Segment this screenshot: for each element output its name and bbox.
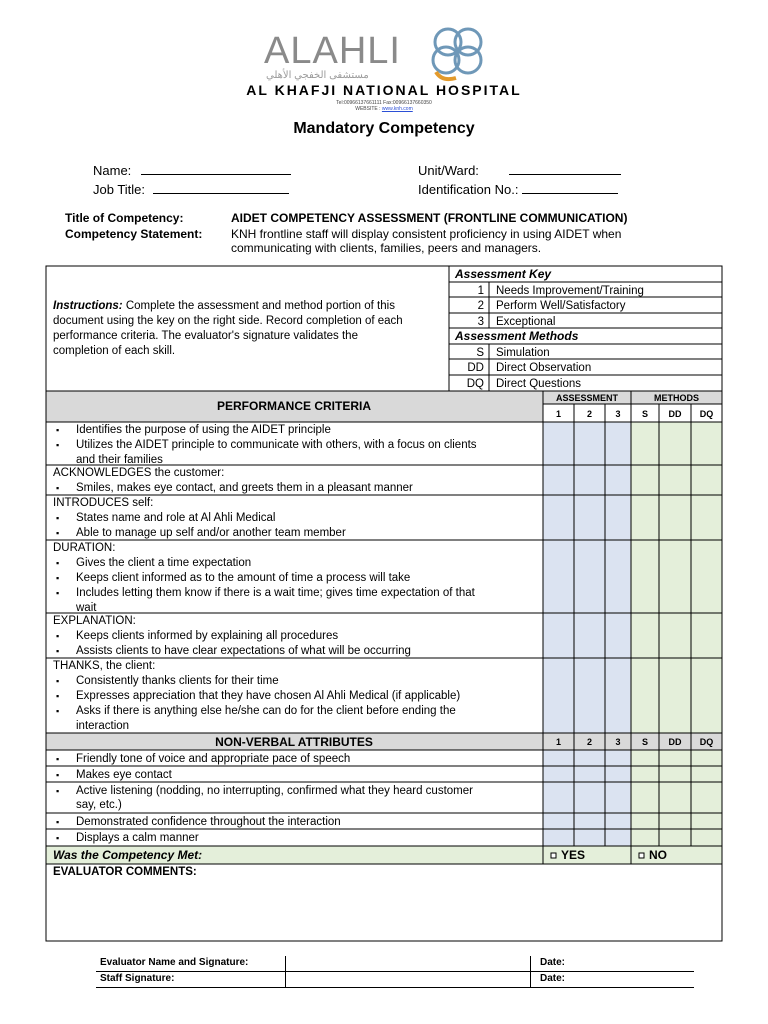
bullet-icon: ▪ [56, 631, 60, 641]
column-number-label: DD [668, 737, 682, 747]
score-cell [691, 422, 722, 465]
score-cell [691, 766, 722, 782]
method-key-label: Direct Observation [496, 362, 592, 374]
bullet-icon: ▪ [56, 483, 60, 493]
criterion-text: Able to manage up self and/or another team member [76, 527, 346, 539]
bullet-icon: ▪ [56, 786, 60, 796]
score-cell [605, 829, 631, 846]
competency-statement-line-2: communicating with clients, families, peers and managers. [231, 241, 542, 255]
score-cell [543, 495, 574, 540]
criterion-text: Consistently thanks clients for their time [76, 675, 279, 687]
column-number-label: 2 [586, 409, 593, 419]
score-cell [574, 495, 605, 540]
instructions-line: performance criteria. The evaluator's signature validates the [53, 330, 358, 342]
bullet-icon: ▪ [56, 588, 60, 598]
score-cell [605, 766, 631, 782]
job-title-label: Job Title: [93, 182, 146, 197]
methods-header-label: METHODS [654, 393, 699, 403]
score-cell [605, 813, 631, 829]
score-cell [691, 465, 722, 495]
criterion-text: States name and role at Al Ahli Medical [76, 512, 276, 524]
instructions [53, 299, 441, 359]
bullet-icon: ▪ [56, 513, 60, 523]
criterion-text: and their families [76, 454, 163, 466]
score-cell [605, 613, 631, 658]
website-link[interactable]: www.knh.com [381, 106, 413, 112]
assessment-key-label: Perform Well/Satisfactory [496, 300, 626, 312]
column-number-label: 1 [555, 409, 562, 419]
signature-line-bottom [96, 987, 694, 988]
score-cell [543, 813, 574, 829]
instructions-line: Complete the assessment and method portion of this [122, 300, 395, 312]
column-number-label: 3 [615, 737, 621, 747]
page-title: Mandatory Competency [293, 120, 475, 137]
section-heading: DURATION: [53, 542, 116, 554]
score-cell [631, 465, 659, 495]
score-cell [691, 658, 722, 733]
competency-title-value: AIDET COMPETENCY ASSESSMENT (FRONTLINE COMMUNICATION) [231, 211, 628, 225]
score-cell [574, 422, 605, 465]
assessment-key-code: 3 [477, 316, 484, 328]
attribute-text: Active listening (nodding, no interrupting, confirmed what they heard customer [76, 785, 473, 797]
assessment-key-title: Assessment Key [455, 267, 552, 281]
score-cell [631, 750, 659, 766]
criterion-text: Gives the client a time expectation [76, 557, 252, 569]
score-cell [631, 766, 659, 782]
bullet-icon: ▪ [56, 646, 60, 656]
criterion-text: Identifies the purpose of using the AIDET principle [76, 424, 331, 436]
evaluator-date-label: Date: [540, 957, 566, 968]
score-cell [574, 829, 605, 846]
bullet-icon: ▪ [56, 817, 60, 827]
column-number-label: S [641, 409, 649, 419]
bullet-icon: ▪ [56, 770, 60, 780]
column-number-label: DQ [699, 737, 714, 747]
score-cell [631, 540, 659, 613]
score-cell [659, 540, 691, 613]
method-key-label: Direct Questions [496, 378, 582, 390]
score-cell [631, 422, 659, 465]
attribute-text: Demonstrated confidence throughout the interaction [76, 816, 341, 828]
identification-label: Identification No.: [418, 182, 519, 197]
bullet-icon: ▪ [56, 558, 60, 568]
score-cell [605, 658, 631, 733]
criterion-text: wait [76, 602, 97, 614]
staff-date-label: Date: [540, 973, 566, 984]
score-cell [605, 422, 631, 465]
score-cell [659, 422, 691, 465]
score-cell [543, 422, 574, 465]
score-cell [659, 658, 691, 733]
column-number-label: DD [668, 409, 682, 419]
bullet-icon: ▪ [56, 706, 60, 716]
instructions-lead: Instructions: [53, 300, 123, 312]
no-label: NO [649, 848, 667, 862]
bullet-icon: ▪ [56, 425, 60, 435]
score-cell [574, 813, 605, 829]
score-cell [691, 540, 722, 613]
score-cell [543, 829, 574, 846]
assessment-key-label: Exceptional [496, 316, 556, 328]
score-cell [631, 813, 659, 829]
score-cell [659, 813, 691, 829]
column-number-label: 1 [555, 737, 562, 747]
column-number-label: S [641, 737, 649, 747]
score-cell [691, 750, 722, 766]
logo-arabic-text: مستشفى الخفجي الأهلي [266, 70, 369, 81]
method-key-label: Simulation [496, 347, 550, 359]
nonverbal-column-row [543, 733, 722, 750]
instructions-line: completion of each skill. [53, 345, 176, 357]
bullet-icon: ▪ [56, 691, 60, 701]
score-cell [631, 495, 659, 540]
score-cell [543, 465, 574, 495]
assessment-header-label: ASSESSMENT [555, 393, 619, 403]
section-heading: EXPLANATION: [53, 615, 136, 627]
name-label: Name: [93, 163, 132, 178]
criterion-text: Keeps client informed as to the amount of time a process will take [76, 572, 411, 584]
evaluator-comments-label: EVALUATOR COMMENTS: [53, 866, 197, 878]
score-cell [574, 540, 605, 613]
score-cell [543, 658, 574, 733]
column-number-label: 2 [586, 737, 593, 747]
attribute-text: Friendly tone of voice and appropriate pace of speech [76, 753, 351, 765]
criterion-text: Smiles, makes eye contact, and greets them in a pleasant manner [76, 482, 413, 494]
score-cell [659, 495, 691, 540]
criterion-text: Includes letting them know if there is a wait time; gives time expectation of that [76, 587, 475, 599]
logo-wordmark: ALAHLI [264, 30, 401, 72]
bullet-icon: ▪ [56, 754, 60, 764]
score-cell [691, 813, 722, 829]
criterion-text: interaction [76, 720, 130, 732]
bullet-icon: ▪ [56, 528, 60, 538]
score-cell [543, 613, 574, 658]
assessment-methods-title: Assessment Methods [455, 329, 579, 343]
score-cell [659, 465, 691, 495]
score-cell [691, 782, 722, 813]
score-cell [631, 782, 659, 813]
column-number-label: DQ [699, 409, 714, 419]
score-cell [659, 782, 691, 813]
website-label: WEBSITE : [355, 106, 381, 112]
score-cell [691, 613, 722, 658]
column-number-row [543, 404, 722, 422]
section-heading: ACKNOWLEDGES the customer: [53, 467, 225, 479]
score-cell [691, 495, 722, 540]
score-cell [605, 495, 631, 540]
yes-label: YES [561, 848, 586, 862]
evaluator-signature-field[interactable] [285, 956, 531, 987]
criterion-text: Expresses appreciation that they have chosen Al Ahli Medical (if applicable) [76, 690, 461, 702]
assessment-key-code: 1 [477, 285, 484, 297]
score-cell [574, 766, 605, 782]
score-cell [605, 465, 631, 495]
method-key-code: DQ [466, 378, 484, 390]
score-cell [605, 540, 631, 613]
attribute-text: Makes eye contact [76, 769, 172, 781]
staff-signature-label: Staff Signature: [100, 973, 175, 984]
assessment-key-label: Needs Improvement/Training [496, 285, 644, 297]
score-cell [543, 766, 574, 782]
criterion-text: Assists clients to have clear expectations of what will be occurring [76, 645, 411, 657]
assessment-key-code: 2 [477, 300, 484, 312]
evaluator-signature-label: Evaluator Name and Signature: [100, 957, 249, 968]
score-cell [659, 829, 691, 846]
method-key-code: DD [467, 362, 484, 374]
competency-statement-line-1: KNH frontline staff will display consistent proficiency in using AIDET when [231, 227, 622, 241]
nonverbal-header-label: NON-VERBAL ATTRIBUTES [215, 735, 373, 749]
score-cell [574, 750, 605, 766]
unit-label: Unit/Ward: [418, 163, 479, 178]
section-heading: THANKS, the client: [53, 660, 156, 672]
score-cell [543, 750, 574, 766]
score-cell [631, 613, 659, 658]
bullet-icon: ▪ [56, 440, 60, 450]
yes-checkbox [551, 853, 556, 858]
score-cell [543, 540, 574, 613]
no-checkbox [639, 853, 644, 858]
score-cell [574, 782, 605, 813]
score-cell [543, 782, 574, 813]
score-cell [574, 465, 605, 495]
score-cell [631, 658, 659, 733]
criterion-text: Keeps clients informed by explaining all procedures [76, 630, 339, 642]
score-cell [574, 658, 605, 733]
instructions-line: document using the key on the right side. Record completion of each [53, 315, 403, 327]
bullet-icon: ▪ [56, 833, 60, 843]
bullet-icon: ▪ [56, 676, 60, 686]
competency-met-label: Was the Competency Met: [53, 848, 203, 862]
bullet-icon: ▪ [56, 573, 60, 583]
score-cell [574, 613, 605, 658]
method-key-code: S [476, 347, 484, 359]
contact-line: Tel:00966137661111 Fax:00966137660350 [336, 100, 432, 106]
competency-statement-label: Competency Statement: [65, 227, 203, 241]
competency-title-label: Title of Competency: [65, 211, 184, 225]
score-cell [659, 613, 691, 658]
section-heading: INTRODUCES self: [53, 497, 154, 509]
criterion-text: Asks if there is anything else he/she can do for the client before ending the [76, 705, 456, 717]
column-number-label: 3 [615, 409, 621, 419]
score-cell [605, 750, 631, 766]
hospital-name: AL KHAFJI NATIONAL HOSPITAL [246, 82, 522, 98]
attribute-text: Displays a calm manner [76, 832, 199, 844]
criteria-header-label: PERFORMANCE CRITERIA [216, 399, 372, 413]
score-cell [659, 750, 691, 766]
attribute-text: say, etc.) [76, 799, 122, 811]
score-cell [605, 782, 631, 813]
score-cell [631, 829, 659, 846]
criterion-text: Utilizes the AIDET principle to communicate with others, with a focus on clients [76, 439, 477, 451]
score-cell [691, 829, 722, 846]
score-cell [659, 766, 691, 782]
